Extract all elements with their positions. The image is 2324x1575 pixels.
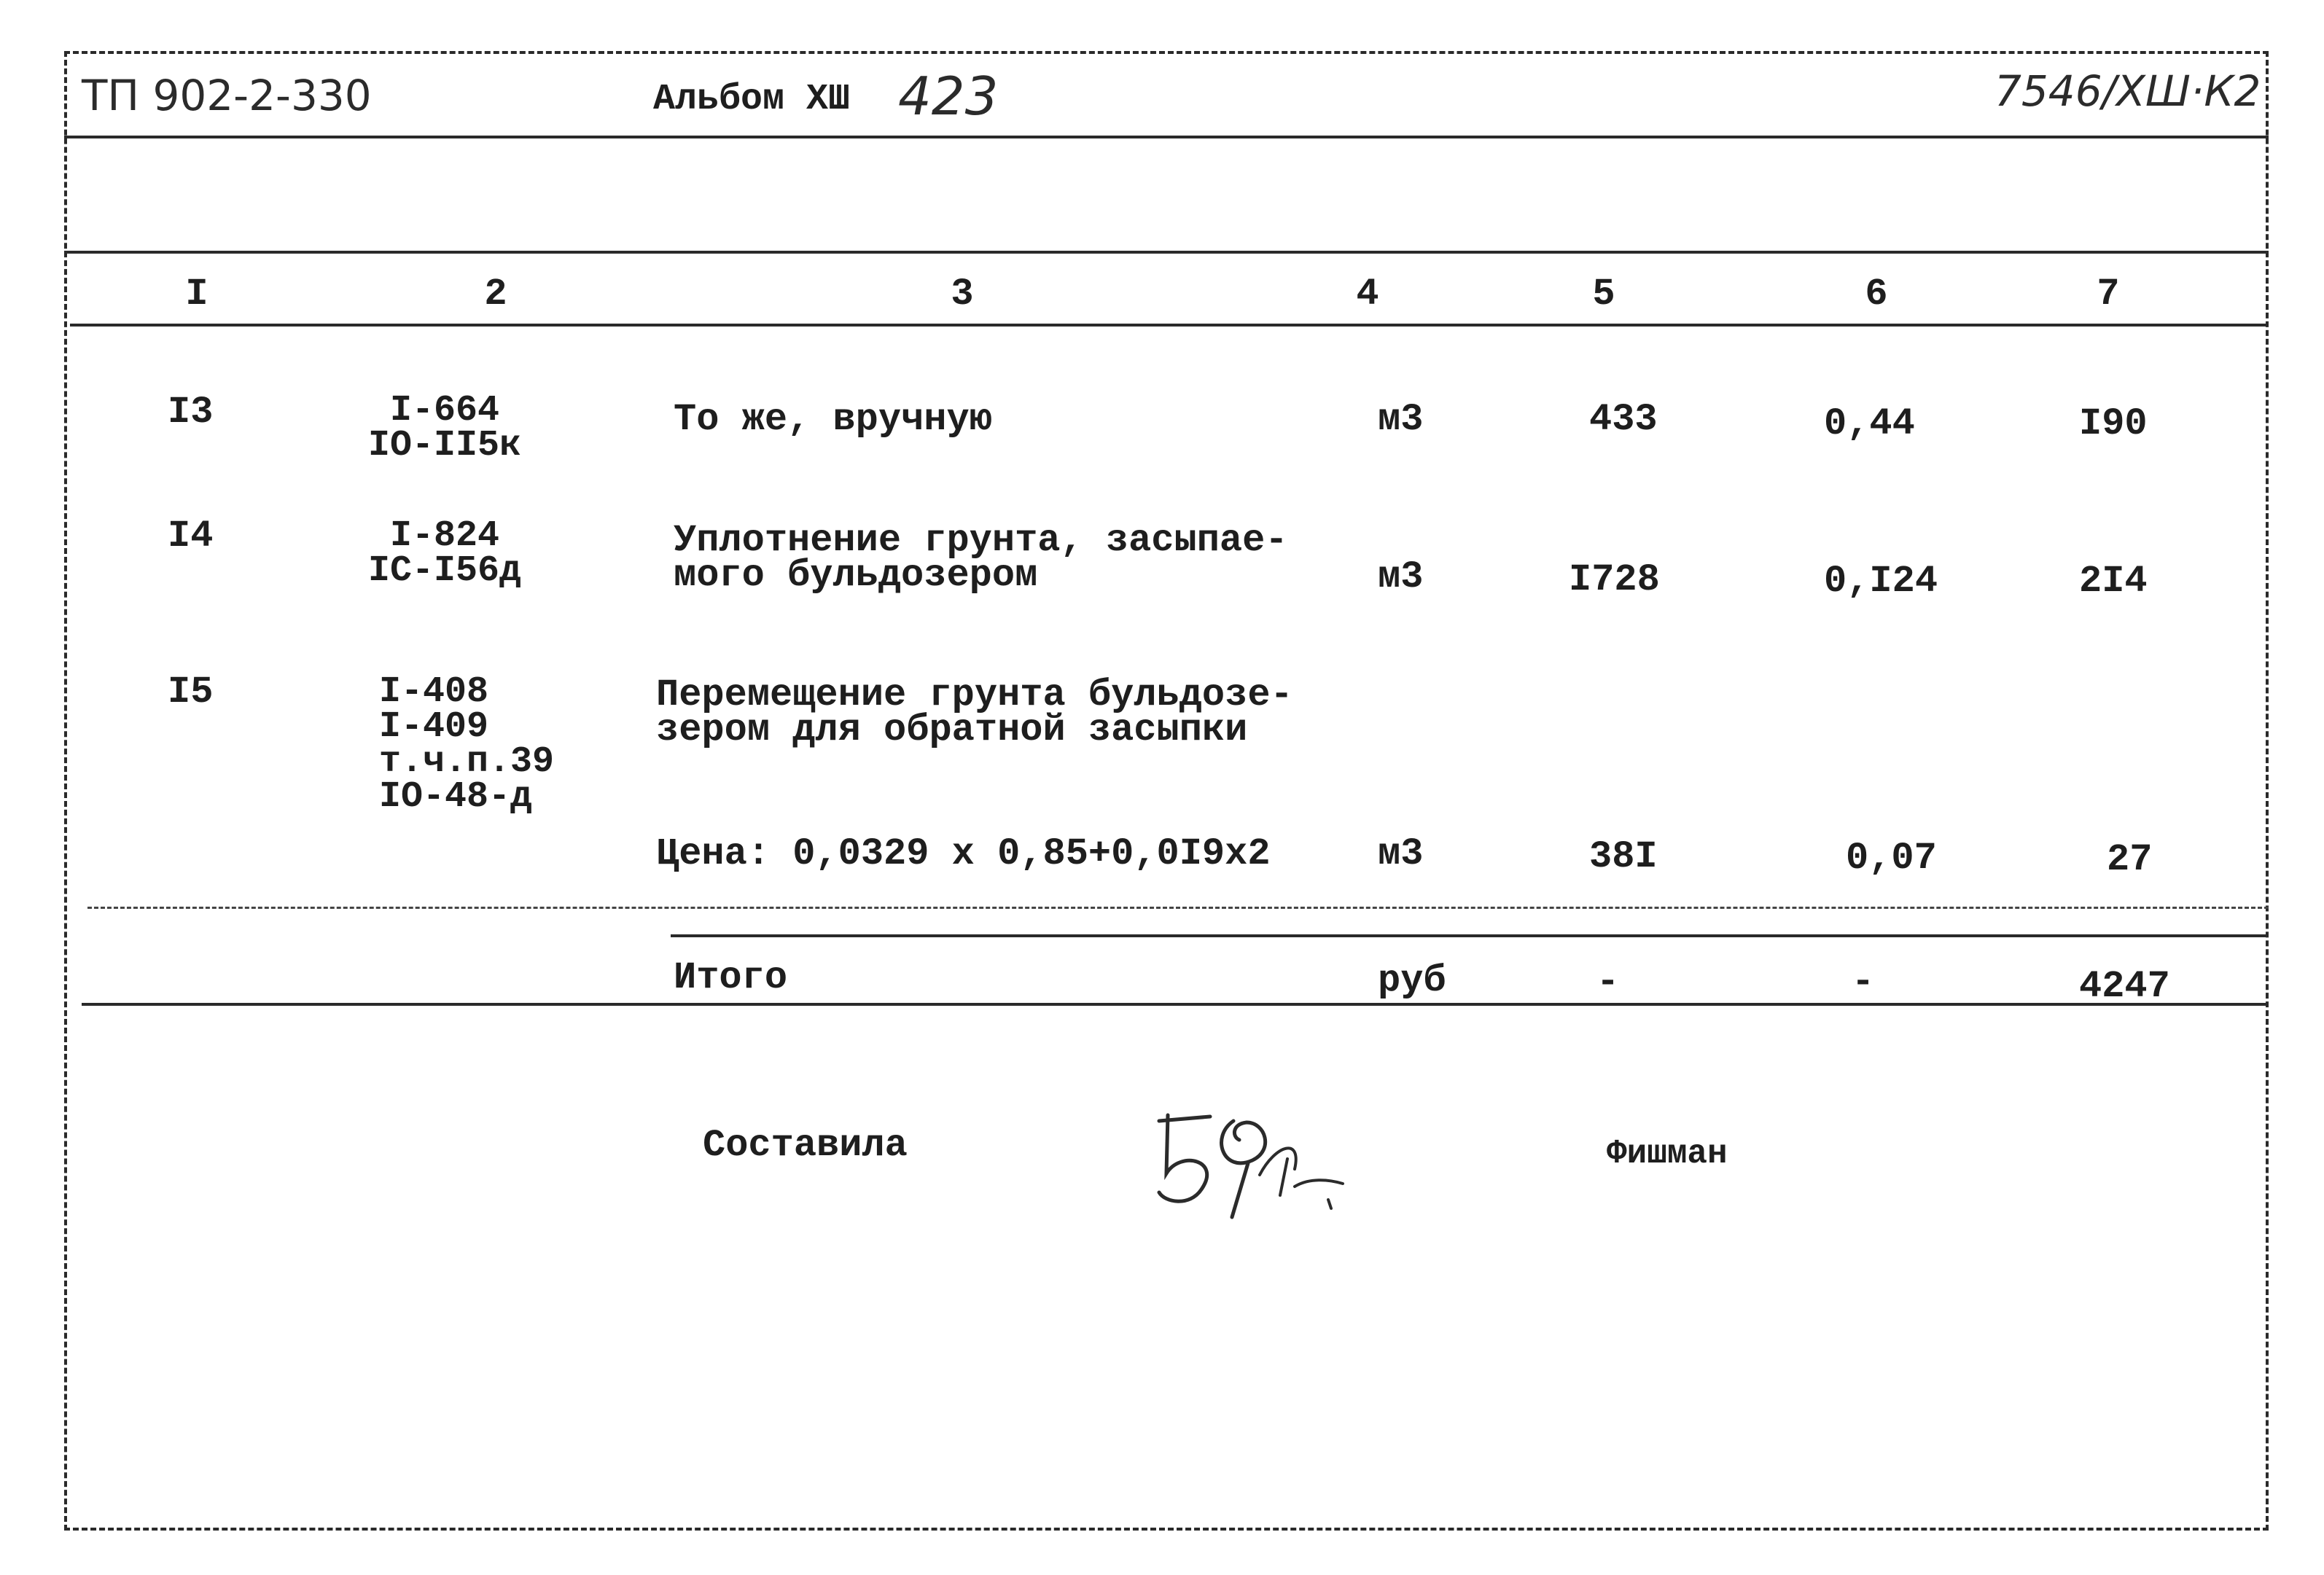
column-header-2: 2 [484,273,507,316]
line-total: I90 [2079,402,2148,445]
compiler-name: Фишман [1607,1135,1728,1173]
column-header-7: 7 [2097,273,2120,316]
summary-unit: руб [1378,959,1446,1002]
summary-label: Итого [674,956,788,999]
unit: м3 [1378,555,1424,598]
norm-code: I-824 IC-I56д [367,515,522,592]
column-header-6: 6 [1865,273,1888,316]
line-total: 2I4 [2079,560,2148,603]
unit-price: 0,I24 [1824,560,1938,603]
column-header-5: 5 [1592,273,1615,316]
line-total: 27 [2107,838,2153,881]
work-description: То же, вручную [674,398,992,441]
unit: м3 [1378,398,1424,441]
column-header-bottom-rule [70,324,2269,327]
column-header-top-rule [64,251,2269,254]
summary-bottom-rule [82,1003,2269,1006]
norm-code: I-664 IO-II5к [367,390,522,466]
summary-top-rule [671,934,2269,937]
work-description: Перемещение грунта бульдозе- зером для обратной засыпки [656,673,1293,751]
archive-code: 7546/XШ·К2 [1994,66,2261,116]
unit-price: 0,07 [1846,837,1937,880]
row-separator [87,907,2269,909]
unit: м3 [1378,832,1424,875]
column-header-3: 3 [951,273,974,316]
price-formula: Цена: 0,0329 х 0,85+0,0I9х2 [656,832,1271,875]
page-number: 423 [898,66,999,127]
summary-price: - [1852,961,1875,1004]
header-rule [64,136,2269,138]
quantity: 38I [1589,835,1658,878]
quantity: 433 [1589,398,1658,441]
summary-total: 4247 [2079,965,2170,1008]
summary-quantity: - [1596,961,1620,1004]
row-number: I4 [168,515,214,558]
column-header-4: 4 [1356,273,1379,316]
unit-price: 0,44 [1824,402,1915,445]
row-number: I5 [168,671,214,714]
album-label: Альбом XШ [653,79,851,120]
row-number: I3 [168,391,214,434]
column-header-1: I [185,273,208,316]
work-description: Уплотнение грунта, засыпае- мого бульдозером [674,519,1288,597]
quantity: I728 [1569,558,1660,601]
signature-icon [1137,1093,1356,1246]
project-code: ТП 902-2-330 [82,71,372,120]
compiled-label: Составила [703,1124,908,1167]
norm-code: I-408 I-409 т.ч.п.39 IO-48-д [379,671,555,818]
